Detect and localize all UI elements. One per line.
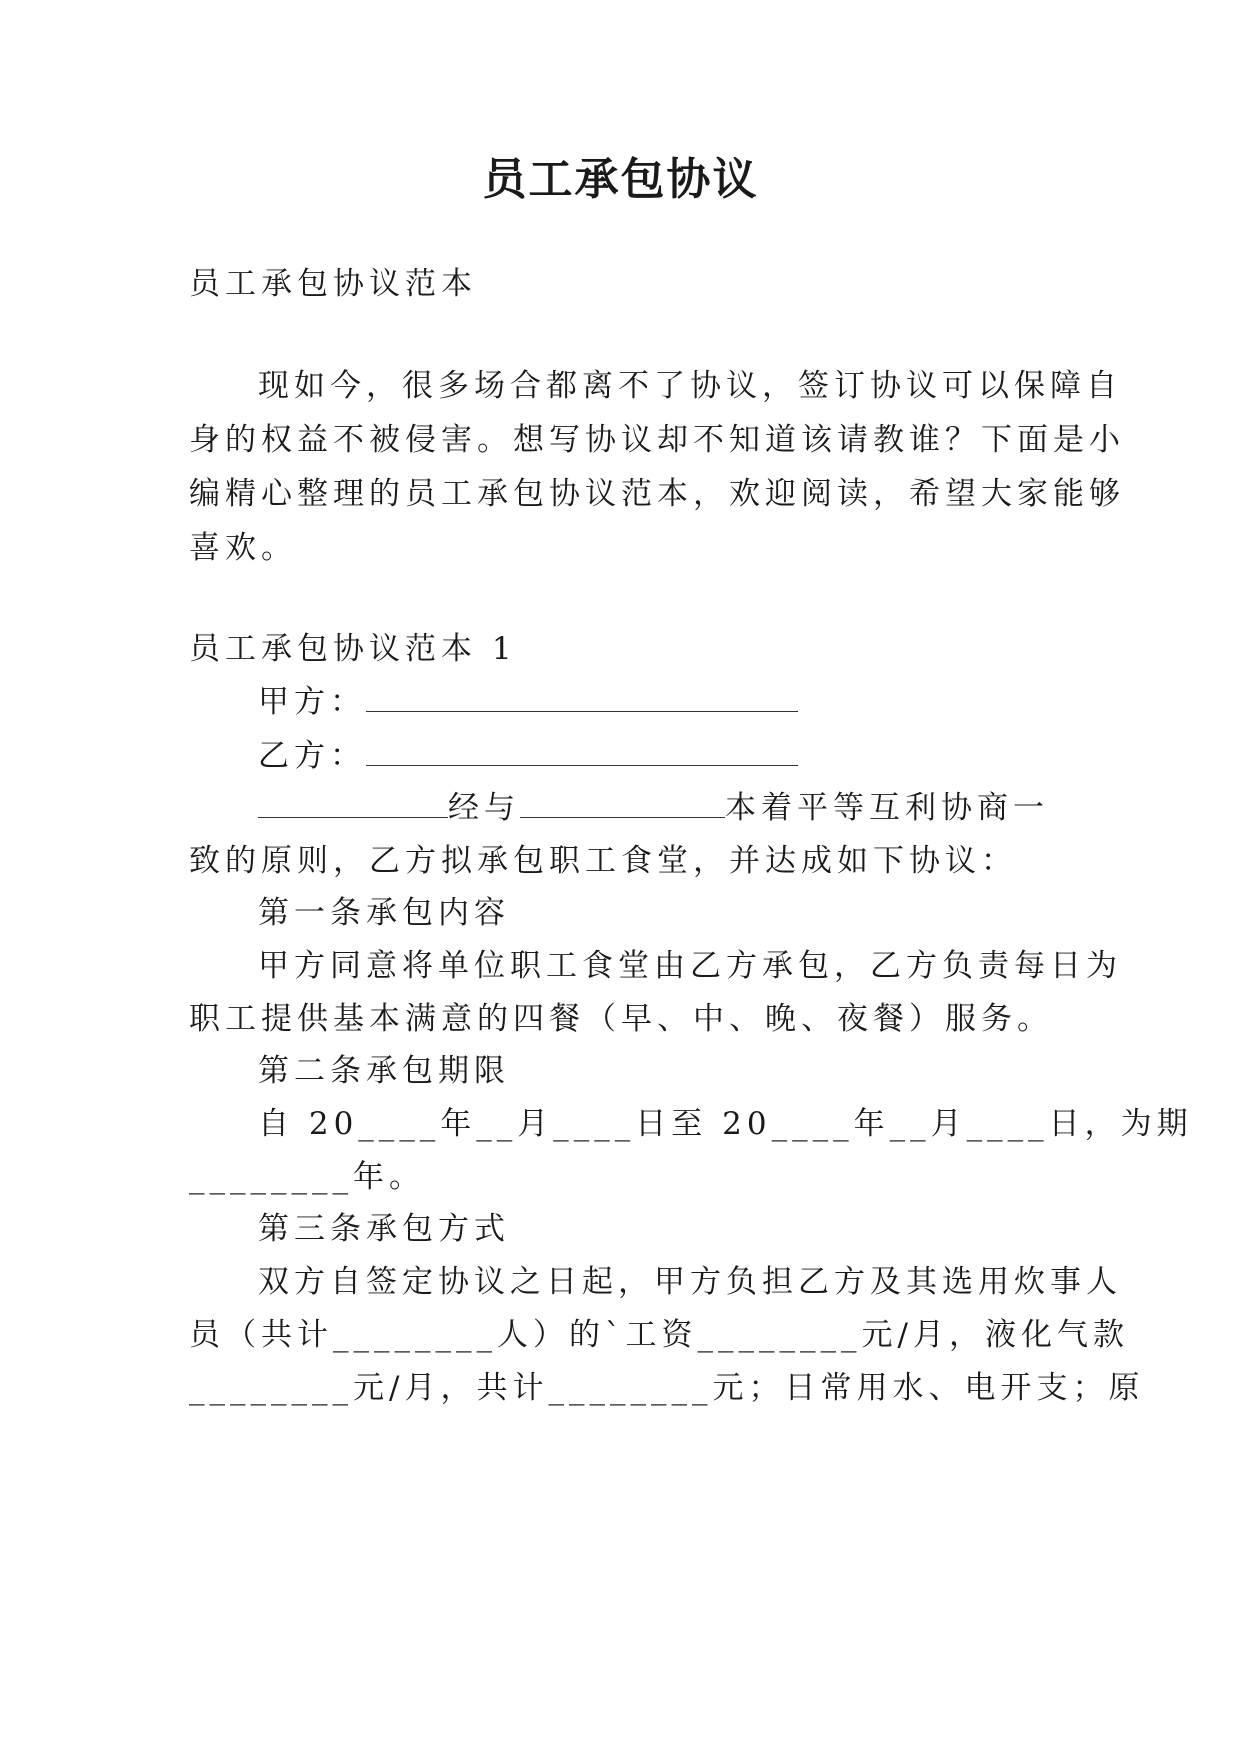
agreement-line-2: 致的原则，乙方拟承包职工食堂，并达成如下协议： [189,843,1017,879]
blank-1 [258,787,448,818]
party-b-label: 乙方： [258,738,366,774]
party-b-line [258,734,1059,778]
intro-line-2: 身的权益不被侵害。想写协议却不知道该请教谁？下面是小 [189,422,1125,458]
intro-line-3: 编精心整理的员工承包协议范本，欢迎阅读，希望大家能够 [189,476,1125,512]
party-a-label: 甲方： [258,684,366,720]
document-title: 员工承包协议 [482,154,759,205]
article-3-title: 第三条承包方式 [258,1211,510,1247]
agreement-line-1 [258,786,1059,830]
blank-2 [520,787,725,818]
jingyu-text: 经与 [448,790,520,826]
article-3-line-1: 双方自签定协议之日起，甲方负担乙方及其选用炊事人 [258,1264,1122,1300]
party-a-line [258,680,1059,724]
article-2-title: 第二条承包期限 [258,1053,510,1089]
article-1-title: 第一条承包内容 [258,895,510,931]
party-a-blank [366,681,798,712]
document-subtitle: 员工承包协议范本 [189,266,477,302]
article-1-line-1: 甲方同意将单位职工食堂由乙方承包，乙方负责每日为 [258,948,1122,984]
party-b-blank [366,735,798,766]
article-3-line-3: ________元/月，共计________元；日常用水、电开支；原 [189,1370,1145,1406]
article-2-line-2: ________年。 [189,1159,425,1195]
article-1-line-2: 职工提供基本满意的四餐（早、中、晚、夜餐）服务。 [189,1001,1053,1037]
sample-heading: 员工承包协议范本 1 [189,631,517,667]
intro-line-4: 喜欢。 [189,530,297,566]
article-2-line-1: 自 20____年__月____日至 20____年__月____日，为期 [258,1106,1193,1142]
agreement-rest-text: 本着平等互利协商一 [725,790,1049,826]
article-3-line-2: 员（共计________人）的`工资________元/月，液化气款 [189,1317,1129,1353]
intro-line-1: 现如今，很多场合都离不了协议，签订协议可以保障自 [258,368,1122,404]
